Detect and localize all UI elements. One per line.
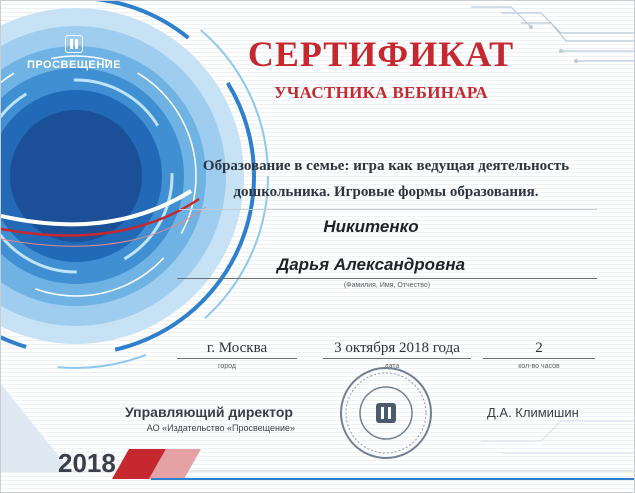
- date-caption: дата: [384, 363, 400, 370]
- hours-underline: [483, 358, 595, 359]
- participant-given-names: Дарья Александровна: [276, 255, 466, 274]
- official-stamp-icon: [336, 363, 436, 463]
- name-caption: (Фамилия, Имя, Отчество): [343, 282, 431, 289]
- participant-surname: Никитенко: [323, 217, 419, 236]
- date-value: 3 октября 2018 года: [334, 340, 460, 356]
- webinar-topic-line-1: Образование в семье: игра как ведущая деятельность: [202, 158, 570, 174]
- webinar-topic-line-2: дошкольника. Игровые формы образования.: [233, 184, 539, 200]
- hours-value: 2: [535, 340, 543, 356]
- topic-divider: [179, 209, 597, 210]
- publisher-logo: [15, 35, 133, 71]
- name-underline: [177, 278, 597, 279]
- certificate-year: 2018: [58, 448, 116, 478]
- city-underline: [177, 358, 297, 359]
- publisher-organization: АО «Издательство «Просвещение»: [146, 423, 295, 433]
- hours-caption: кол-во часов: [518, 363, 560, 370]
- logo-mark-icon: [65, 35, 83, 53]
- certificate-subtitle: УЧАСТНИКА ВЕБИНАРА: [274, 83, 488, 102]
- city-caption: город: [217, 363, 236, 370]
- certificate-title: СЕРТИФИКАТ: [247, 34, 515, 74]
- webinar-topic: [176, 153, 596, 205]
- signer-name: Д.А. Климишин: [487, 405, 579, 420]
- logo-text: ПРОСВЕЩЕНИЕ: [26, 59, 122, 71]
- date-underline: [323, 358, 471, 359]
- city-value: г. Москва: [206, 340, 268, 356]
- director-position: Управляющий директор: [125, 404, 293, 420]
